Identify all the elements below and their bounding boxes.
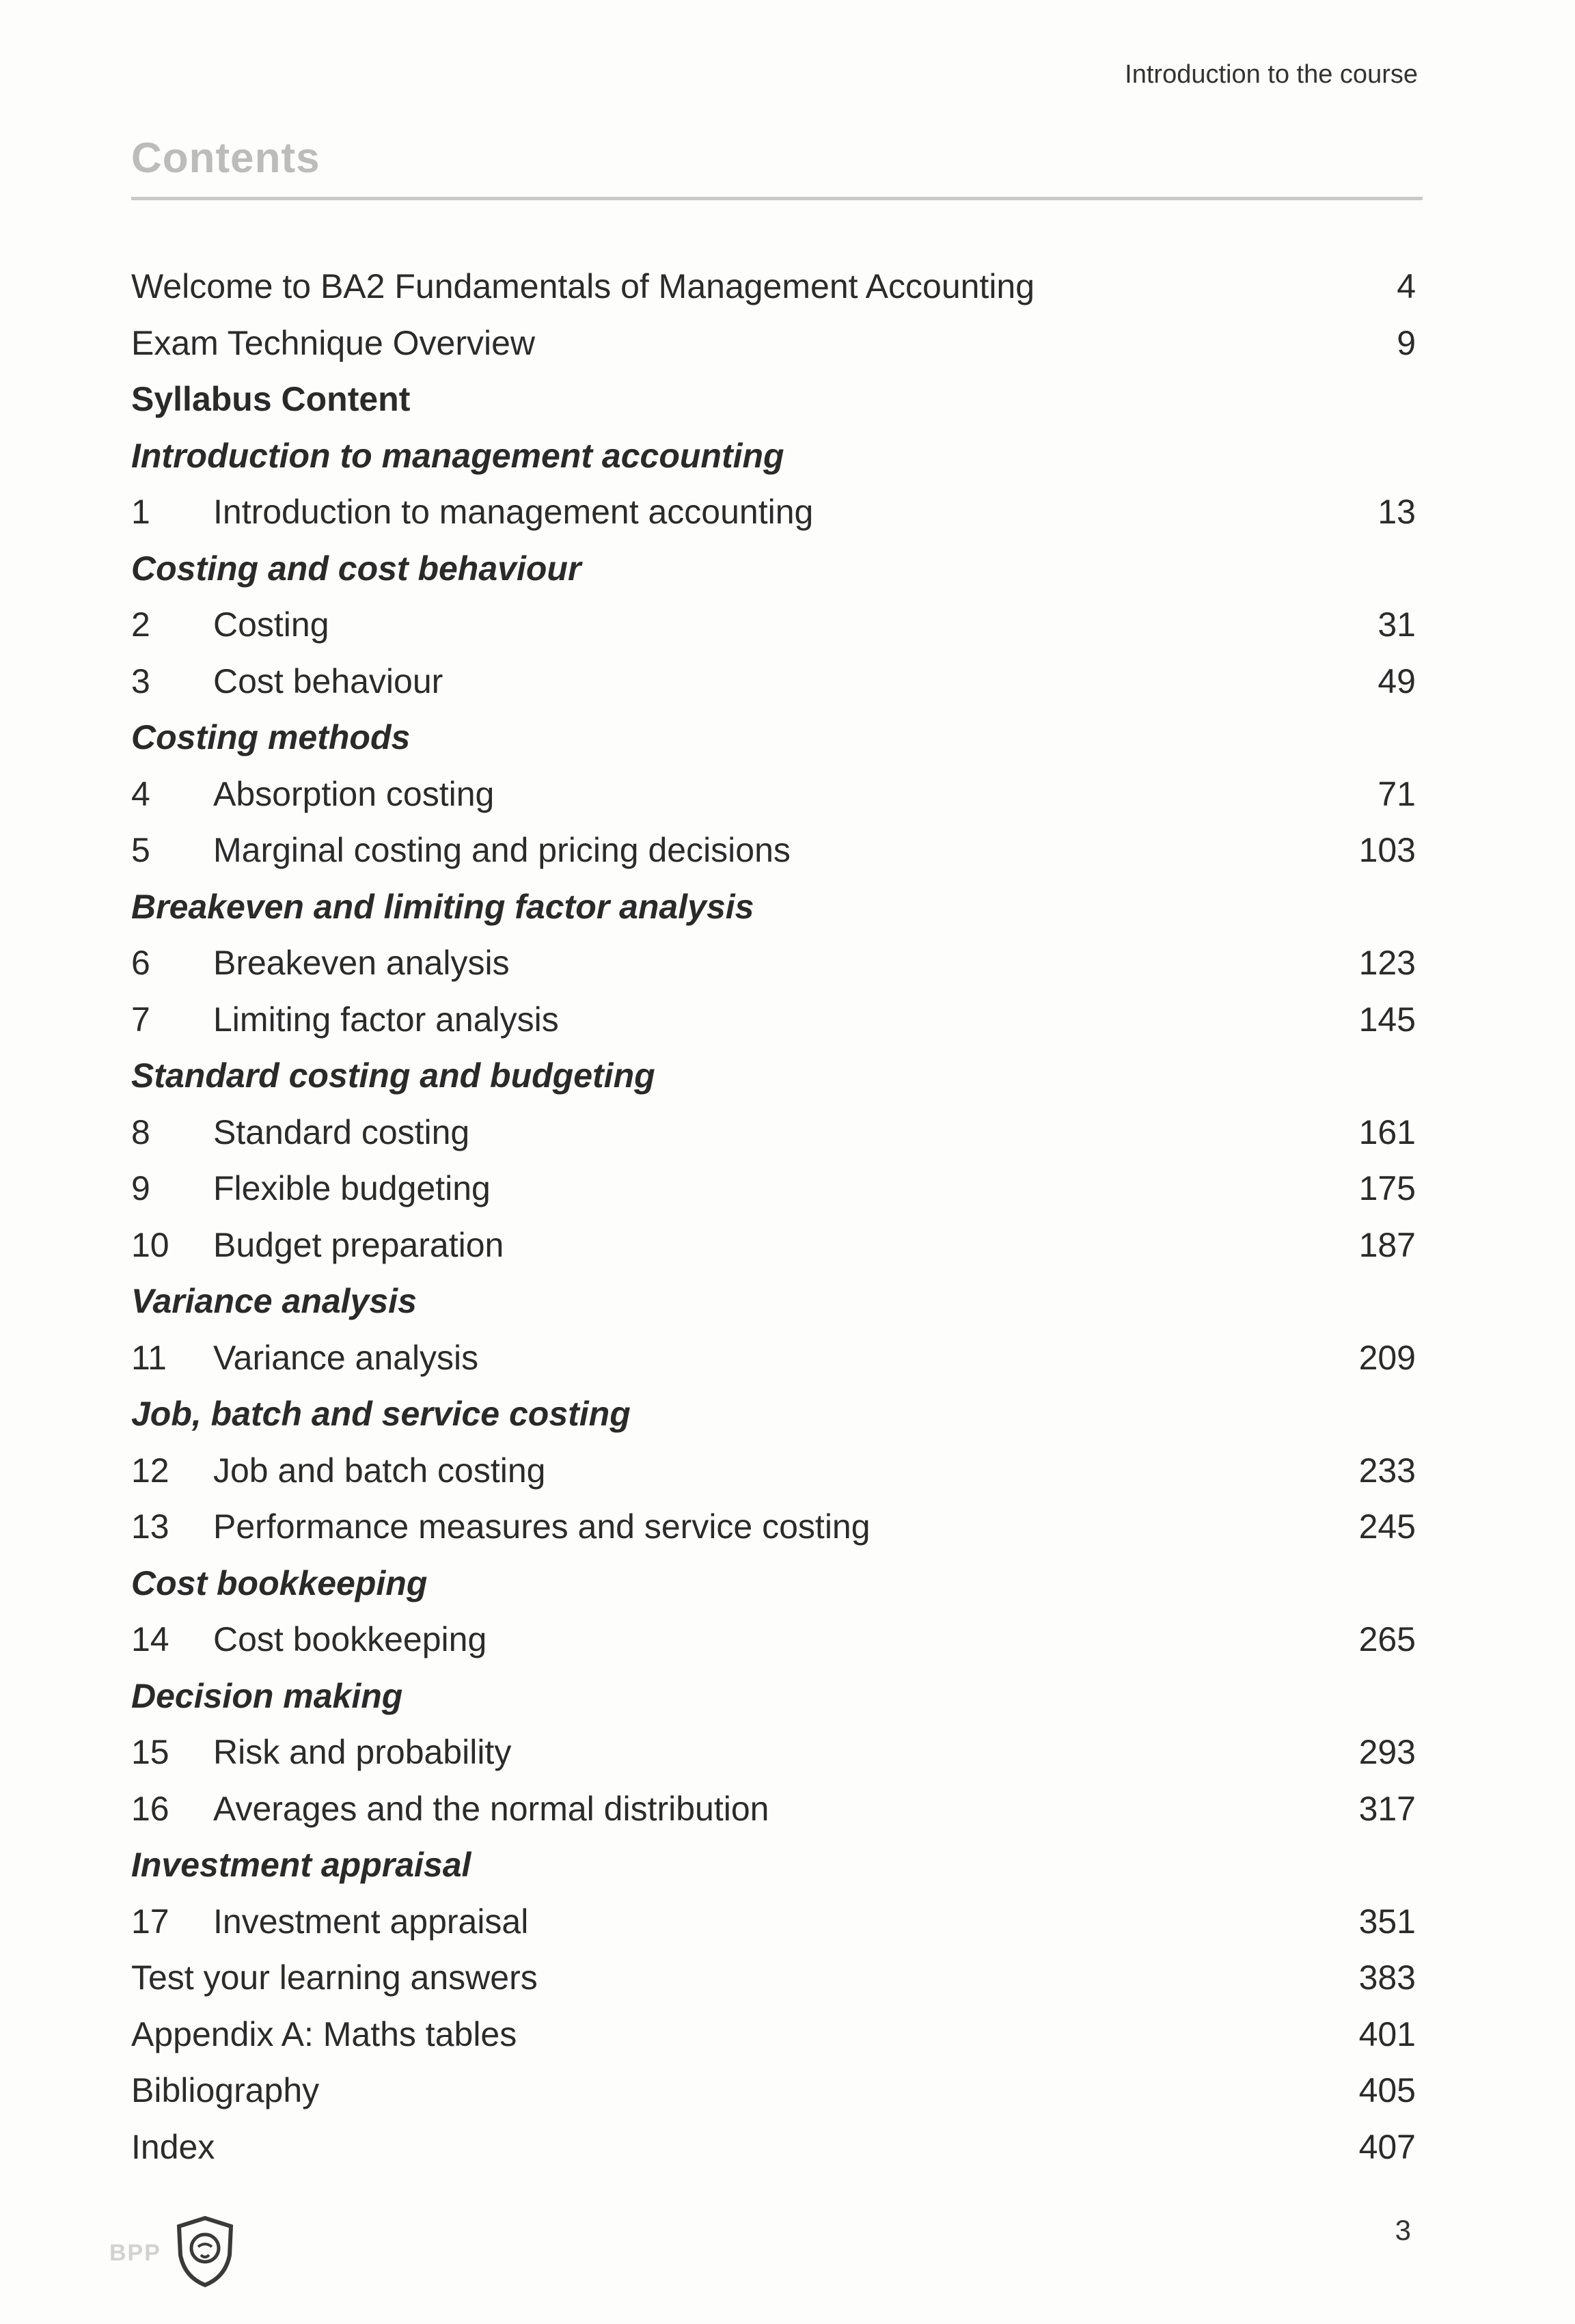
toc-section-heading [131, 541, 1416, 597]
toc-section-heading [131, 709, 1416, 766]
chapter-number: 17 [131, 1902, 169, 1941]
toc-section-heading [131, 428, 1416, 484]
chapter-number: 11 [131, 1338, 167, 1377]
chapter-number: 6 [131, 944, 150, 983]
chapter-number: 10 [131, 1225, 169, 1264]
toc-chapter-row [131, 992, 1416, 1048]
toc-page-number: 145 [1358, 1000, 1416, 1039]
toc-page-number: 407 [1358, 2127, 1416, 2166]
toc-entry-title: Performance measures and service costing [213, 1507, 871, 1546]
toc-entry-title: Absorption costing [213, 774, 495, 813]
toc-page-number: 351 [1358, 1902, 1416, 1941]
toc-row [131, 258, 1416, 315]
toc-entry-title: Costing methods [131, 718, 411, 757]
chapter-number: 15 [131, 1733, 169, 1772]
toc-chapter-row [131, 1894, 1416, 1950]
toc-page-number: 317 [1358, 1789, 1416, 1828]
toc-section-heading [131, 1273, 1416, 1330]
chapter-number: 1 [131, 493, 150, 532]
toc-entry-title: Risk and probability [213, 1733, 512, 1772]
chapter-number: 16 [131, 1789, 169, 1828]
toc-section-heading [131, 1048, 1416, 1104]
toc-entry-title: Introduction to management accounting [131, 436, 784, 475]
toc-entry-title: Investment appraisal [213, 1902, 529, 1941]
toc-chapter-row [131, 822, 1416, 879]
toc-page-number: 405 [1358, 2071, 1416, 2110]
lion-shield-icon [171, 2214, 239, 2293]
toc-entry-title: Variance analysis [213, 1338, 479, 1377]
toc-chapter-row [131, 1443, 1416, 1499]
publisher-logo [109, 2214, 239, 2293]
toc-page-number: 9 [1397, 323, 1416, 362]
toc-page-number: 187 [1358, 1225, 1416, 1264]
toc-entry-title: Marginal costing and pricing decisions [213, 831, 791, 870]
toc-row [131, 2119, 1416, 2176]
toc-chapter-row [131, 653, 1416, 710]
toc-page-number: 209 [1358, 1338, 1416, 1377]
toc-chapter-row [131, 1781, 1416, 1837]
toc-page-number: 13 [1378, 493, 1416, 532]
toc-section-heading [131, 1668, 1416, 1725]
toc-entry-title: Variance analysis [131, 1282, 417, 1321]
toc-page-number: 233 [1358, 1451, 1416, 1490]
toc-chapter-row [131, 1724, 1416, 1781]
toc-page-number: 103 [1358, 831, 1416, 870]
toc-section-heading [131, 1837, 1416, 1894]
toc-row [131, 1950, 1416, 2006]
toc-page-number: 31 [1378, 605, 1416, 644]
toc-entry-title: Standard costing [213, 1112, 470, 1151]
toc-heading [131, 371, 1416, 428]
toc-entry-title: Standard costing and budgeting [131, 1056, 655, 1095]
toc-entry-title: Cost bookkeeping [131, 1563, 428, 1602]
toc-entry-title: Appendix A: Maths tables [131, 2014, 517, 2053]
toc-entry-title: Syllabus Content [131, 380, 411, 419]
toc-chapter-row [131, 935, 1416, 992]
toc-entry-title: Bibliography [131, 2071, 320, 2110]
toc-page-number: 401 [1358, 2014, 1416, 2053]
toc-entry-title: Budget preparation [213, 1225, 504, 1264]
toc-entry-title: Cost bookkeeping [213, 1620, 487, 1659]
toc-page-number: 49 [1378, 661, 1416, 700]
toc-chapter-row [131, 1217, 1416, 1274]
publisher-brand: BPP [109, 2240, 161, 2266]
toc-page-number: 123 [1358, 944, 1416, 983]
toc-chapter-row [131, 766, 1416, 823]
chapter-number: 5 [131, 831, 150, 870]
toc-entry-title: Averages and the normal distribution [213, 1789, 769, 1828]
toc-entry-title: Test your learning answers [131, 1958, 538, 1997]
toc-page-number: 383 [1358, 1958, 1416, 1997]
toc-entry-title: Breakeven and limiting factor analysis [131, 887, 754, 926]
chapter-number: 13 [131, 1507, 169, 1546]
toc-row [131, 2062, 1416, 2119]
toc-entry-title: Exam Technique Overview [131, 323, 536, 362]
toc-row [131, 2006, 1416, 2063]
toc-page-number: 71 [1378, 774, 1416, 813]
toc-entry-title: Limiting factor analysis [213, 1000, 559, 1039]
toc-page-number: 4 [1397, 267, 1416, 306]
toc-row [131, 315, 1416, 372]
toc-entry-title: Cost behaviour [213, 661, 443, 700]
chapter-number: 7 [131, 1000, 150, 1039]
chapter-number: 8 [131, 1112, 150, 1151]
toc-entry-title: Flexible budgeting [213, 1169, 491, 1208]
toc-chapter-row [131, 1330, 1416, 1386]
toc-entry-title: Decision making [131, 1676, 403, 1715]
toc-section-heading [131, 879, 1416, 935]
toc-entry-title: Breakeven analysis [213, 944, 510, 983]
toc-chapter-row [131, 1499, 1416, 1555]
running-head: Introduction to the course [1125, 60, 1418, 89]
toc-page-number: 245 [1358, 1507, 1416, 1546]
toc-chapter-row [131, 1160, 1416, 1217]
toc-section-heading [131, 1555, 1416, 1612]
chapter-number: 14 [131, 1620, 169, 1659]
toc-entry-title: Investment appraisal [131, 1846, 471, 1885]
chapter-number: 3 [131, 661, 150, 700]
toc-page-number: 293 [1358, 1733, 1416, 1772]
toc-entry-title: Job, batch and service costing [131, 1395, 631, 1434]
chapter-number: 9 [131, 1169, 150, 1208]
page-title: Contents [131, 135, 320, 182]
chapter-number: 2 [131, 605, 150, 644]
toc-entry-title: Introduction to management accounting [213, 493, 814, 532]
toc-section-heading [131, 1386, 1416, 1443]
table-of-contents [131, 258, 1416, 2175]
toc-entry-title: Index [131, 2127, 215, 2166]
chapter-number: 12 [131, 1451, 169, 1490]
toc-page-number: 175 [1358, 1169, 1416, 1208]
toc-entry-title: Costing and cost behaviour [131, 549, 581, 588]
toc-page-number: 161 [1358, 1112, 1416, 1151]
toc-chapter-row [131, 597, 1416, 653]
page-number: 3 [1395, 2214, 1411, 2246]
chapter-number: 4 [131, 774, 150, 813]
toc-chapter-row [131, 484, 1416, 541]
toc-entry-title: Costing [213, 605, 329, 644]
toc-page-number: 265 [1358, 1620, 1416, 1659]
toc-entry-title: Welcome to BA2 Fundamentals of Management Accounting [131, 267, 1035, 306]
toc-chapter-row [131, 1611, 1416, 1668]
title-rule [131, 197, 1423, 200]
toc-entry-title: Job and batch costing [213, 1451, 546, 1490]
toc-chapter-row [131, 1104, 1416, 1161]
